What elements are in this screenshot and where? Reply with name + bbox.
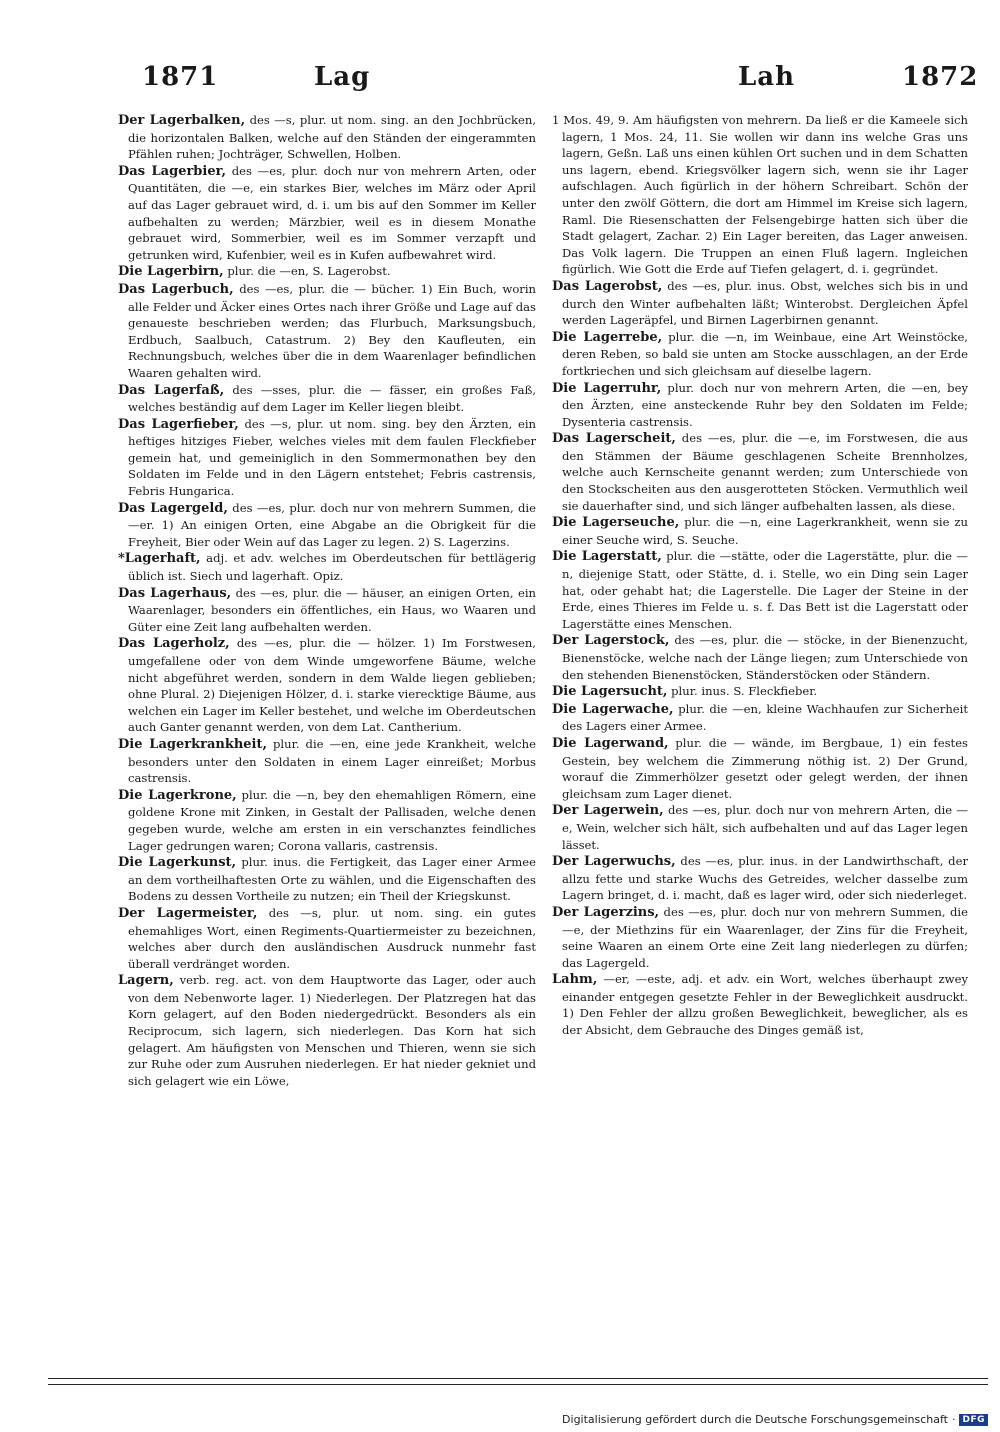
dictionary-entry [118, 972, 536, 1089]
dictionary-entry [552, 380, 968, 431]
entry-headword: Die Lagerruhr, [552, 380, 662, 396]
entry-headword: Die Lagerstatt, [552, 549, 662, 565]
entry-headword: Die Lagerbirn, [118, 264, 224, 280]
dictionary-entry [552, 701, 968, 735]
entry-headword: Die Lagerwache, [552, 701, 674, 717]
dictionary-entry [118, 854, 536, 905]
entry-text: plur. doch nur von mehrern Arten, die —en, bey den Ärzten, eine ansteckende Ruhr bey den Soldaten im Felde; Dysenteria castrensis. [562, 380, 968, 429]
dictionary-entry [118, 550, 536, 584]
entry-text: des —es, plur. die — stöcke, in der Bienenzucht, Bienenstöcke, welche nach der Länge liegen; zum Unterschiede von den stehenden Bienenstöcken, Ständerstöcken oder Ständern. [562, 633, 968, 682]
dictionary-entry [552, 329, 968, 380]
right-running-head: Lah [738, 62, 796, 92]
dictionary-entry [118, 585, 536, 636]
entry-headword: Die Lagerkrankheit, [118, 736, 268, 752]
dictionary-entry [118, 787, 536, 854]
dictionary-entry [552, 683, 968, 701]
entry-text: plur. die —en, kleine Wachhaufen zur Sicherheit des Lagers einer Armee. [562, 701, 968, 734]
left-running-head: Lag [314, 62, 371, 92]
dictionary-entry [552, 904, 968, 971]
entry-headword: Der Lagerwein, [552, 803, 664, 819]
dictionary-entry [118, 416, 536, 500]
dictionary-entry [552, 632, 968, 683]
entry-headword: Der Lagerzins, [552, 904, 660, 920]
dictionary-entry [118, 263, 536, 281]
dictionary-entry [118, 500, 536, 551]
dictionary-entry [552, 735, 968, 802]
entry-headword: Das Lagerbier, [118, 163, 227, 179]
entry-text: plur. die —n, bey den ehemahligen Römern, eine goldene Krone mit Zinken, in Gestalt der Pallisaden, welche denen gegeben wurde, welche am ersten in ein verschanztes feindliches Lager gedrungen waren; Corona vallaris, castrensis. [128, 787, 536, 853]
entry-text: des —s, plur. ut nom. sing. bey den Ärzten, ein heftiges hitziges Fieber, welches vieles mit dem faulen Fleckfieber gemein hat, und gemeiniglich in den Sommermonathen bey den Soldaten im Felde und in den Lägern entstehet; Febris castrensis, Febris Hungarica. [128, 416, 536, 499]
entry-headword: Der Lagerbalken, [118, 113, 246, 128]
footer-credit: Digitalisierung gefördert durch die Deutsche Forschungsgemeinschaft · DFG [562, 1413, 988, 1426]
entry-headword: Die Lagerwand, [552, 735, 669, 751]
entry-headword: Der Lagerstock, [552, 633, 670, 649]
entry-text: plur. die —stätte, oder die Lagerstätte, plur. die —n, diejenige Statt, oder Stätte, d. i. Stelle, wo ein Ding sein Lager hat, oder gehabt hat; die Lagerstelle. Die Lager der Steine in der Erde, eines Thieres im Felde u. s. f. Das Bett ist die Lagerstatt oder Lagerstätte eines Menschen. [562, 549, 968, 631]
entry-text: plur. inus. die Fertigkeit, das Lager einer Armee an dem vortheilhaftesten Orte zu wählen, und die Eigenschaften des Bodens zu dessen Vortheile zu nutzen; ein Theil der Kriegskunst. [128, 855, 536, 904]
footer-text: Digitalisierung gefördert durch die Deutsche Forschungsgemeinschaft [562, 1413, 948, 1426]
entry-headword: Das Lagerobst, [552, 278, 663, 294]
entry-headword: Das Lagerhaus, [118, 585, 232, 601]
entry-text: des —es, plur. die —e, im Forstwesen, die aus den Stämmen der Bäume geschlagenen Scheite Brennholzes, welche auch Kernscheite genannt werden; zum Unterschiede von den Stockscheiten aus den ausgerotteten Stöcken. Vermuthlich weil sie dauerhafter sind, und sich länger aufbehalten lassen, als diese. [562, 431, 968, 513]
dfg-logo: DFG [959, 1414, 988, 1426]
entry-headword: Die Lagerkrone, [118, 787, 237, 803]
entry-text: des —sses, plur. die — fässer, ein großes Faß, welches beständig auf dem Lager im Keller liegen bleibt. [128, 382, 536, 415]
entry-headword: Das Lagerfieber, [118, 416, 239, 432]
entry-headword: Das Lagerfaß, [118, 382, 225, 398]
dictionary-entry [118, 382, 536, 416]
entry-text: des —es, plur. doch nur von mehrern Arten, oder Quantitäten, die —e, ein starkes Bier, welches im März oder April auf das Lager gebrauet wird, d. i. um bis auf den Sommer im Keller aufbehalten zu werden; Märzbier, weil es in diesem Monathe gebrauet wird, Sommerbier, weil es im Sommer verzapft und getrunken wird, Kufenbier, weil es in Kufen aufbewahret wird. [128, 163, 536, 262]
entry-text: des —s, plur. ut nom. sing. ein gutes ehemahliges Wort, einen Regiments-Quartiermeister zu bezeichnen, welches aber durch den ausländischen Ausdruck nunmehr fast überall verdränget worden. [128, 905, 536, 971]
entry-headword: Lagern, [118, 973, 174, 989]
entry-text: plur. inus. S. Fleckfieber. [671, 684, 818, 699]
entry-headword: Das Lagerholz, [118, 636, 230, 652]
entry-headword: Die Lagerseuche, [552, 515, 680, 531]
entry-headword: Die Lagersucht, [552, 684, 668, 700]
entry-headword: Das Lagerscheit, [552, 431, 676, 447]
dictionary-entry [118, 112, 536, 163]
entry-headword: Das Lagergeld, [118, 500, 228, 516]
entry-headword: *Lagerhaft, [118, 551, 201, 567]
bottom-rule [48, 1378, 988, 1379]
dictionary-entry [118, 905, 536, 972]
dictionary-entry [118, 736, 536, 787]
entry-text: 1 Mos. 49, 9. Am häufigsten von mehrern. Da ließ er die Kameele sich lagern, 1 Mos. 24, 11. Sie wollen wir dann ins welche Gras uns lagern, Geßn. Laß uns einen kühlen Ort suchen und in dem Schatten uns lagern, ebend. Kriegsvölker lagern sich, wenn sie ihr Lager aufschlagen. Auch figürlich in der höhern Schreibart. Schön der unter den zwölf Göttern, die dort am Himmel im Kreise sich lagern, Raml. Die Riesenschatten der Felsengebirge hatten sich über die Stadt gelagert, Zachar. 2) Ein Lager bereiten, das Lager anweisen. Das Volk lagern. Die Truppen an einen Fluß lagern. Ingleichen figürlich. Wie Gott die Erde auf Tiefen gelagert, d. i. gegründet. [552, 113, 968, 277]
entry-headword: Der Lagermeister, [118, 905, 258, 921]
dictionary-entry [552, 548, 968, 632]
right-page-number: 1872 [902, 62, 979, 92]
dictionary-entry [552, 853, 968, 904]
entry-text: des —es, plur. die — bücher. 1) Ein Buch, worin alle Felder und Äcker eines Ortes nach ihrer Größe und Lage auf das genaueste beschrieben werden; das Flurbuch, Marksungsbuch, Erdbuch, Saalbuch, Catastrum. 2) Bey den Kaufleuten, ein Rechnungsbuch, welches über die in dem Waarenlager befindlichen Waaren gehalten wird. [128, 281, 536, 380]
entry-text: des —es, plur. inus. Obst, welches sich bis in und durch den Winter aufbehalten läßt; Winterobst. Dergleichen Äpfel werden Lageräpfel, und Birnen Lagerbirnen genannt. [562, 278, 968, 328]
left-column [118, 112, 536, 1232]
entry-text: des —es, plur. inus. in der Landwirthschaft, der allzu fette und starke Wuchs des Getreides, welcher dasselbe zum Lagern bringet, d. i. macht, daß es lager wird, oder sich niederleget. [562, 854, 968, 903]
entry-text: —er, —este, adj. et adv. ein Wort, welches überhaupt zwey einander entgegen gesetzte Fehler in der Beweglichkeit ausdruckt. 1) Den Fehler der allzu großen Beweglichkeit, beweglicher, als es der Absicht, dem Gebrauche des Dinges gemäß ist, [562, 972, 968, 1038]
entry-headword: Lahm, [552, 972, 598, 988]
dictionary-entry [552, 802, 968, 853]
entry-headword: Das Lagerbuch, [118, 281, 234, 297]
entry-headword: Die Lagerkunst, [118, 855, 237, 871]
dictionary-entry [118, 635, 536, 736]
entry-text: des —s, plur. ut nom. sing. an den Jochbrücken, die horizontalen Balken, welche auf den Ständen der eingerammten Pfählen ruhen; Jochträger, Schwellen, Holben. [128, 113, 536, 162]
bottom-rule-thin [48, 1384, 988, 1385]
right-column [552, 112, 968, 1232]
entry-headword: Der Lagerwuchs, [552, 854, 676, 870]
entry-text: des —es, plur. die — häuser, an einigen Orten, ein Waarenlager, besonders ein öffentliches, ein Haus, wo Waaren und Güter eine Zeit lang aufbehalten werden. [128, 585, 536, 634]
entry-text: des —es, plur. doch nur von mehrern Summen, die —er. 1) An einigen Orten, eine Abgabe an die Obrigkeit für die Freyheit, Bier oder Wein auf das Lager zu legen. 2) S. Lagerzins. [128, 500, 536, 549]
entry-text: adj. et adv. welches im Oberdeutschen für bettlägerig üblich ist. Siech und lagerhaft. Opiz. [128, 551, 536, 584]
left-page-number: 1871 [142, 62, 219, 92]
entry-text: plur. die —n, eine Lagerkrankheit, wenn sie zu einer Seuche wird, S. Seuche. [562, 515, 968, 547]
dictionary-entry [552, 278, 968, 329]
dictionary-entry [552, 514, 968, 548]
entry-text: des —es, plur. doch nur von mehrern Arten, die —e, Wein, welcher sich hält, sich aufbehalten und auf das Lager legen lässet. [562, 803, 968, 852]
entry-text: plur. die — wände, im Bergbaue, 1) ein festes Gestein, bey welchem die Zimmerung nöthig ist. 2) Der Grund, worauf die Zimmerhölzer gesetzt oder gelegt werden, der ihnen gleichsam zum Lager dienet. [562, 735, 968, 801]
entry-text: plur. die —en, eine jede Krankheit, welche besonders unter den Soldaten in einem Lager einreißet; Morbus castrensis. [128, 736, 536, 786]
dictionary-entry [118, 163, 536, 264]
entry-text: plur. die —n, im Weinbaue, eine Art Weinstöcke, deren Reben, so bald sie unten am Stocke ausschlagen, an der Erde fortkriechen und sich gleichsam auf dieselbe lagern. [562, 329, 968, 378]
entry-text: verb. reg. act. von dem Hauptworte das Lager, oder auch von dem Nebenworte lager. 1) Niederlegen. Der Platzregen hat das Korn gelagert, auf den Boden niedergedrückt. Besonders als ein Reciprocum, sich lagern, sich niederlegen. Das Korn hat sich gelagert. Am häufigsten von Menschen und Thieren, wenn sie sich zur Ruhe oder zum Ausruhen niederlegen. Er hat nieder gekniet und sich gelagert wie ein Löwe, [128, 973, 536, 1088]
entry-headword: Die Lagerrebe, [552, 329, 663, 345]
dictionary-entry [552, 430, 968, 514]
entry-text: des —es, plur. doch nur von mehrern Summen, die —e, der Miethzins für ein Waarenlager, der Zins für die Freyheit, seine Waaren an einem Orte eine Zeit lang niederlegen zu dürfen; das Lagergeld. [562, 904, 968, 970]
entry-text: des —es, plur. die — hölzer. 1) Im Forstwesen, umgefallene oder von dem Winde umgeworfene Bäume, welche nicht abgeführet werden, sondern in dem Walde liegen geblieben; ohne Plural. 2) Diejenigen Hölzer, d. i. starke vierecktige Bäume, aus welchen ein Lager im Keller bestehet, und welche im Oberdeutschen auch Ganter genannt werden, von dem Lat. Cantherium. [128, 636, 536, 735]
dictionary-entry [552, 971, 968, 1038]
dictionary-entry [552, 112, 968, 278]
dictionary-entry [118, 281, 536, 382]
entry-text: plur. die —en, S. Lagerobst. [227, 264, 391, 279]
